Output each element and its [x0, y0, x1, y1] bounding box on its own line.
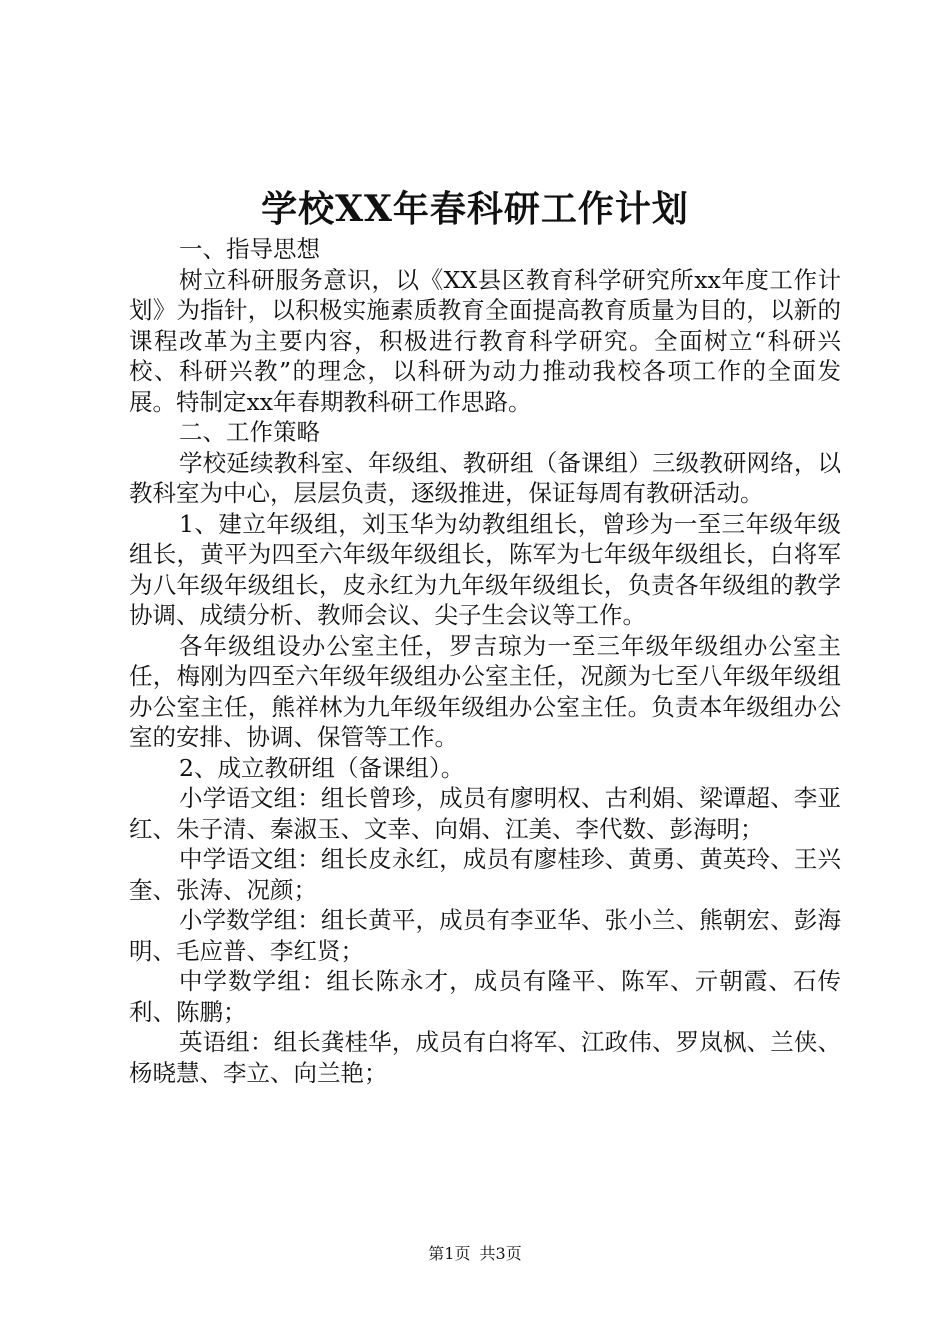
- paragraph-work-strategy: 学校延续教科室、年级组、教研组（备课组）三级教研网络，以教科室为中心，层层负责，逐级推进，保证每周有教研活动。: [129, 448, 841, 507]
- paragraph-primary-math-group: 小学数学组：组长黄平，成员有李亚华、张小兰、熊朝宏、彭海明、毛应普、李红贤；: [129, 906, 841, 965]
- paragraph-teaching-groups: 2、成立教研组（备课组）。: [179, 753, 465, 782]
- page-footer: [0, 1243, 950, 1265]
- document-title: 学校XX年春科研工作计划: [261, 188, 689, 230]
- paragraph-primary-chinese-group: 小学语文组：组长曾珍，成员有廖明权、古利娟、梁谭超、李亚红、朱子清、秦淑玉、文幸、向娟、江美、李代数、彭海明；: [129, 784, 841, 843]
- paragraph-grade-groups: 1、建立年级组，刘玉华为幼教组组长，曾珍为一至三年级年级组长，黄平为四至六年级年级组长，陈军为七年级年级组长，白将军为八年级年级组长，皮永红为九年级年级组长，负责各年级组的教学协调、成绩分析、教师会议、尖子生会议等工作。: [129, 509, 841, 629]
- paragraph-office-directors: 各年级组设办公室主任，罗吉琼为一至三年级年级组办公室主任，梅刚为四至六年级年级组办公室主任，况颜为七至八年级年级组办公室主任，熊祥林为九年级年级组办公室主任。负责本年级组办公室的安排、协调、保管等工作。: [129, 631, 841, 751]
- page-total: 共3页: [479, 1244, 522, 1263]
- paragraph-english-group: 英语组：组长龚桂华，成员有白将军、江政伟、罗岚枫、兰侠、杨晓慧、李立、向兰艳；: [129, 1028, 841, 1087]
- section-heading-work-strategy: 二、工作策略: [179, 418, 320, 446]
- page-number: 第1页: [428, 1244, 471, 1263]
- paragraph-middle-chinese-group: 中学语文组：组长皮永红，成员有廖桂珍、黄勇、黄英玲、王兴奎、张涛、况颜；: [129, 845, 841, 904]
- paragraph-guiding-thought: 树立科研服务意识，以《XX县区教育科学研究所xx年度工作计划》为指针，以积极实施素质教育全面提高教育质量为目的，以新的课程改革为主要内容，积极进行教育科学研究。全面树立“科研兴校、科研兴教”的理念，以科研为动力推动我校各项工作的全面发展。特制定xx年春期教科研工作思路。: [129, 265, 841, 416]
- paragraph-middle-math-group: 中学数学组：组长陈永才，成员有隆平、陈军、亓朝霞、石传利、陈鹏；: [129, 967, 841, 1026]
- section-heading-guiding-thought: 一、指导思想: [179, 235, 320, 263]
- document-body: [129, 234, 841, 1088]
